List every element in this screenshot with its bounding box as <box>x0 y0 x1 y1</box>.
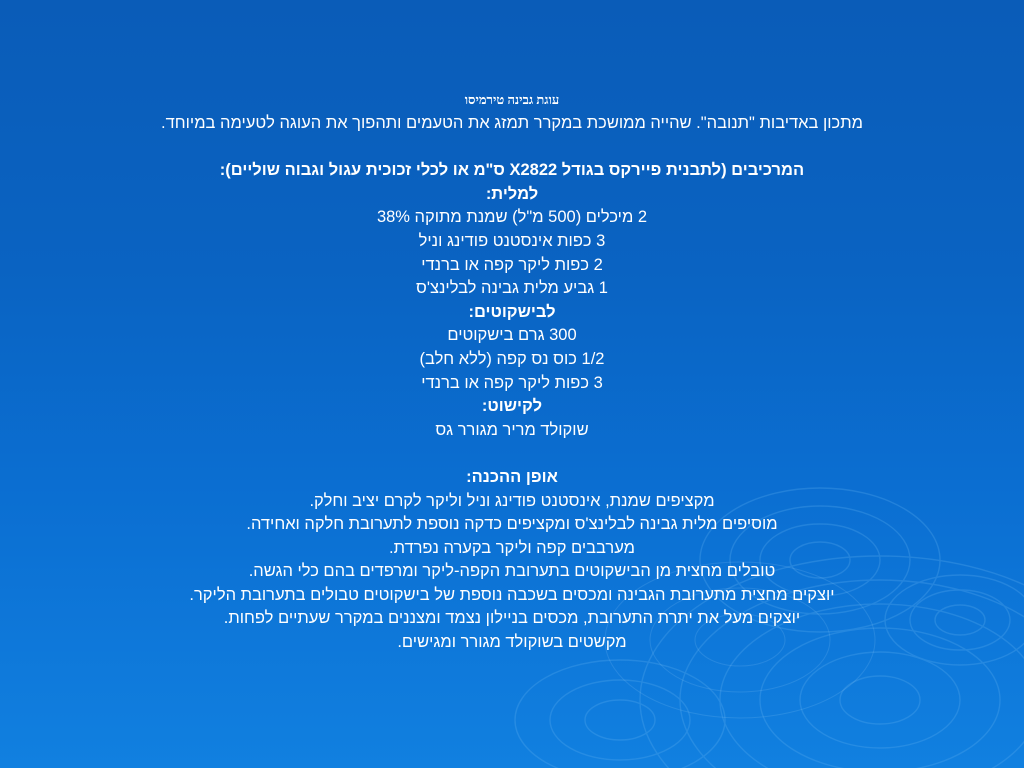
ingredient-item: 1/2 כוס נס קפה (ללא חלב) <box>419 349 605 368</box>
ingredient-item: 2 כפות ליקר קפה או ברנדי <box>421 255 603 274</box>
preparation-step: יוצקים מחצית מתערובת הגבינה ומכסים בשכבה נוספת של בישקוטים טבולים בתערובת הליקר. <box>189 585 835 604</box>
decoration-heading: לקישוט: <box>481 397 543 416</box>
preparation-step: יוצקים מעל את יתרת התערובת, מכסים בניילון נצמד ומצננים במקרר שעתיים לפחות. <box>223 609 801 628</box>
blank-line <box>0 136 1024 160</box>
ingredient-item: שוקולד מריר מגורר גס <box>435 420 589 439</box>
ingredient-item: 3 כפות ליקר קפה או ברנדי <box>421 373 603 392</box>
preparation-heading: אופן ההכנה: <box>466 467 558 486</box>
preparation-step: טובלים מחצית מן הבישקוטים בתערובת הקפה-ליקר ומרפדים בהם כלי הגשה. <box>248 562 776 581</box>
filling-heading: למלית: <box>485 184 539 203</box>
preparation-step: מוסיפים מלית גבינה לבלינצ'ס ומקציפים כדקה נוספת לתערובת חלקה ואחידה. <box>246 515 778 534</box>
blank-line <box>0 442 1024 466</box>
preparation-step: מערבבים קפה וליקר בקערה נפרדת. <box>388 538 636 557</box>
preparation-step: מקשטים בשוקולד מגורר ומגישים. <box>397 633 627 652</box>
ingredient-item: 300 גרם בישקוטים <box>447 326 577 345</box>
ingredient-item: 3 כפות אינסטנט פודינג וניל <box>418 231 606 250</box>
ingredients-heading: המרכיבים (לתבנית פיירקס בגודל X2822 ס"מ או לכלי זכוכית עגול וגבוה שוליים): <box>219 161 805 180</box>
biscuits-heading: לבישקוטים: <box>468 302 556 321</box>
recipe-title: עוגת גבינה טירמיסו <box>464 92 560 107</box>
recipe-intro: מתכון באדיבות "תנובה". שהייה ממושכת במקרר תמזג את הטעמים ותהפוך את העוגה לטעימה במיוחד. <box>161 114 863 132</box>
ingredient-item: 2 מיכלים (500 מ"ל) שמנת מתוקה 38% <box>376 208 648 227</box>
preparation-step: מקציפים שמנת, אינסטנט פודינג וניל וליקר לקרם יציב וחלק. <box>309 491 715 510</box>
ingredient-item: 1 גביע מלית גבינה לבלינצ'ס <box>416 279 608 298</box>
recipe-slide <box>0 88 1024 655</box>
